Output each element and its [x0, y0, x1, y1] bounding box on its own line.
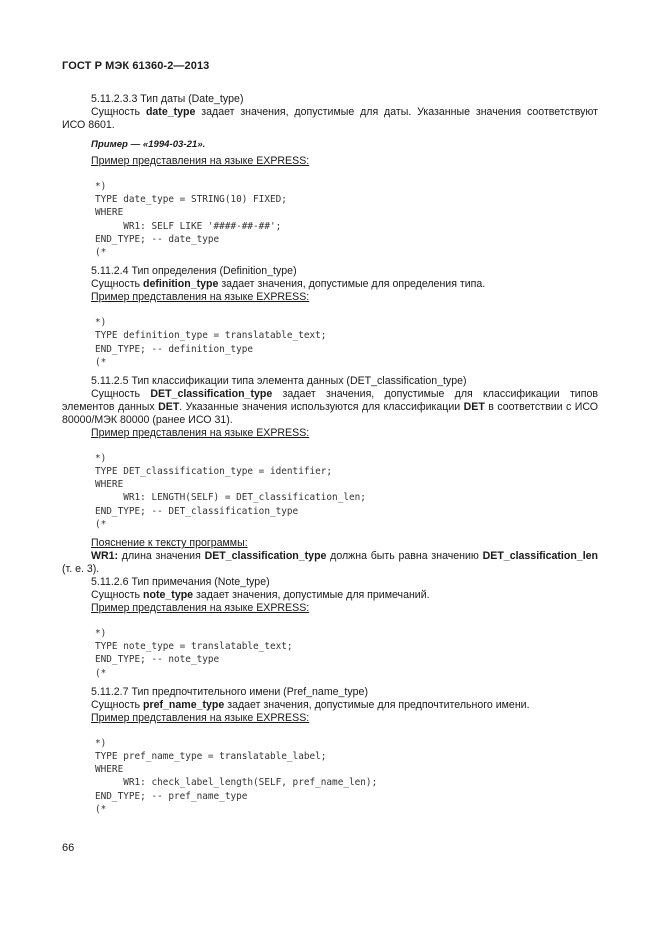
express-example-label: Пример представления на языке EXPRESS: [91, 711, 310, 724]
code-line: TYPE definition_type = translatable_text; [95, 330, 327, 342]
code-line: WR1: LENGTH(SELF) = DET_classification_len; [95, 492, 366, 504]
code-line: WHERE [95, 479, 124, 491]
example-label: Пример — «1994-03-21». [91, 139, 206, 150]
section-description: Сущность pref_name_type задает значения, допустимые для предпочтительного имени. [91, 698, 530, 711]
program-note-label: Пояснение к тексту программы: [91, 537, 248, 549]
code-line: *) [95, 317, 107, 329]
entity-name: note_type [143, 589, 194, 601]
section-date-type [62, 93, 598, 259]
entity-name: date_type [145, 106, 196, 118]
code-line: END_TYPE; -- note_type [95, 654, 220, 666]
page-content [62, 93, 598, 822]
code-line: WR1: check_label_length(SELF, pref_name_len); [95, 777, 378, 789]
section-heading: 5.11.2.5 Тип классификации типа элемента данных (DET_classification_type) [91, 374, 467, 387]
code-line: TYPE date_type = STRING(10) FIXED; [95, 194, 287, 206]
code-line: END_TYPE; -- DET_classification_type [95, 505, 299, 517]
express-example-label: Пример представления на языке EXPRESS: [91, 291, 310, 304]
code-line: *) [95, 628, 107, 639]
express-example-label: Пример представления на языке EXPRESS: [91, 602, 310, 614]
section-heading: 5.11.2.7 Тип предпочтительного имени (Pref_name_type) [91, 685, 368, 698]
code-line: TYPE note_type = translatable_text; [95, 641, 293, 653]
page-number: 66 [62, 842, 75, 854]
code-line: (* [95, 246, 107, 258]
code-line: END_TYPE; -- date_type [95, 233, 220, 245]
code-line: *) [95, 181, 107, 192]
section-heading: 5.11.2.3.3 Тип даты (Date_type) [91, 93, 244, 105]
section-description: Сущность note_type задает значения, допустимые для примечаний. [91, 589, 430, 601]
section-description: Сущность definition_type задает значения, допустимые для определения типа. [91, 278, 486, 291]
code-line: WHERE [95, 764, 124, 776]
code-line: END_TYPE; -- pref_name_type [95, 790, 248, 802]
express-code-block [95, 452, 598, 531]
code-line: END_TYPE; -- definition_type [95, 343, 254, 355]
express-code-block [95, 316, 598, 369]
section-description: Сущность DET_classification_type задает значения, допустимые для классификации типов элементов данных DET. Указанные значения используются для классификации DET в соответствии с ИСО 80000/МЭК 80000 (ранее ИСО 31). [62, 387, 598, 426]
code-line: (* [95, 356, 107, 368]
section-description: Сущность date_type задает значения, допустимые для даты. Указанные значения соответствуют ИСО 8601. [62, 106, 598, 131]
code-line: TYPE pref_name_type = translatable_label; [95, 750, 327, 762]
code-line: (* [95, 667, 107, 679]
section-heading: 5.11.2.4 Тип определения (Definition_type) [91, 265, 297, 278]
express-code-block [95, 737, 598, 816]
code-line: *) [95, 737, 107, 749]
section-pref-name-type [62, 686, 598, 816]
section-definition-type [62, 265, 598, 369]
entity-name: pref_name_type [143, 698, 225, 711]
code-line: WHERE [95, 207, 124, 219]
code-line: TYPE DET_classification_type = identifier; [95, 466, 333, 478]
code-line: (* [95, 518, 107, 530]
section-note-type [62, 576, 598, 680]
express-code-block [95, 627, 598, 680]
entity-name: definition_type [143, 278, 219, 291]
program-note-text: WR1: длина значения DET_classification_type должна быть равна значению DET_classification_len (т. е. 3). [62, 550, 599, 575]
entity-name: DET_classification_type [150, 387, 273, 400]
express-code-block [95, 180, 598, 259]
express-example-label: Пример представления на языке EXPRESS: [91, 155, 310, 167]
express-example-label: Пример представления на языке EXPRESS: [91, 426, 310, 439]
code-line: (* [95, 803, 107, 815]
section-det-classification-type [62, 375, 598, 576]
code-line: WR1: SELF LIKE '####-##-##'; [95, 220, 282, 232]
code-line: *) [95, 452, 107, 464]
document-header: ГОСТ Р МЭК 61360-2—2013 [62, 60, 210, 72]
section-heading: 5.11.2.6 Тип примечания (Note_type) [91, 576, 270, 588]
